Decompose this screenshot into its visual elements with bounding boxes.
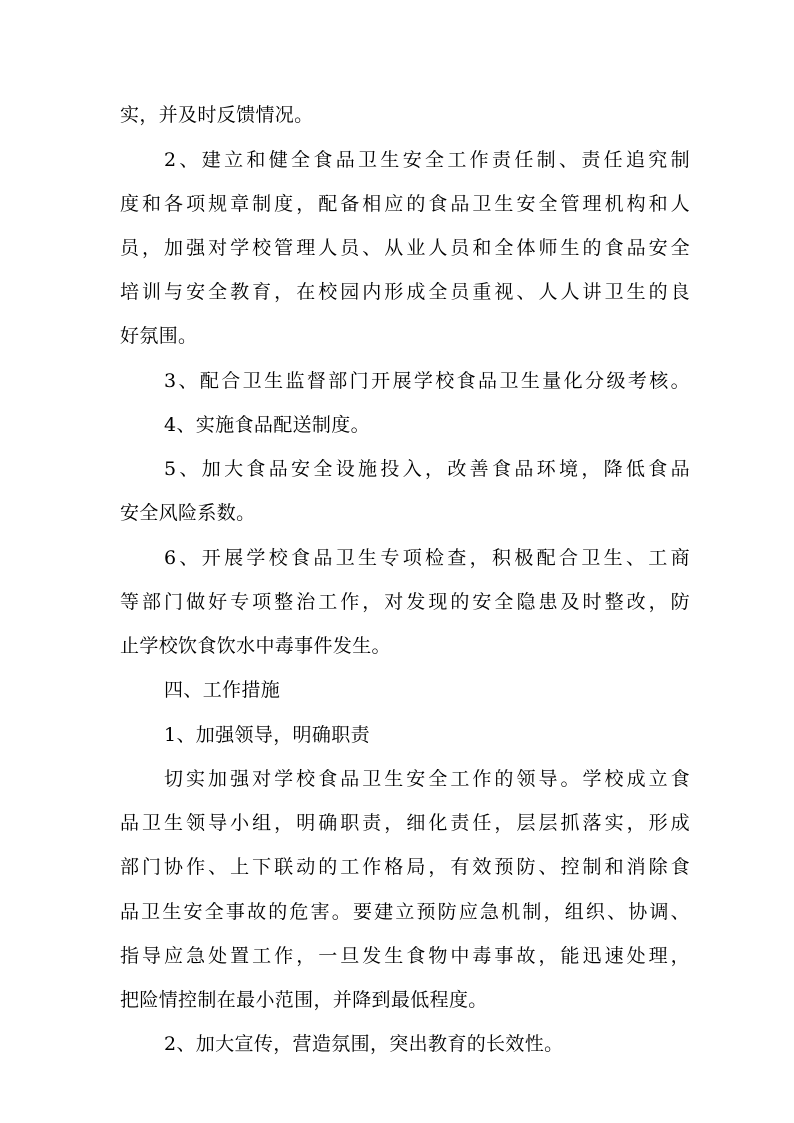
paragraph-line: 员，加强对学校管理人员、从业人员和全体师生的食品安全: [120, 237, 690, 259]
paragraph-line: 等部门做好专项整治工作，对发现的安全隐患及时整改，防: [120, 591, 690, 613]
paragraph-line: 品卫生领导小组，明确职责，细化责任，层层抓落实，形成: [120, 812, 690, 834]
item-2-heading-line: 2、建立和健全食品卫生安全工作责任制、责任追究制: [164, 149, 690, 171]
paragraph-line: 好氛围。: [120, 325, 198, 347]
item-5-heading-line: 5、加大食品安全设施投入，改善食品环境，降低食品: [164, 458, 690, 480]
paragraph-line: 把险情控制在最小范围，并降到最低程度。: [120, 989, 488, 1011]
paragraph-line: 实，并及时反馈情况。: [120, 104, 314, 126]
paragraph-line: 部门协作、上下联动的工作格局，有效预防、控制和消除食: [120, 856, 690, 878]
item-4-line: 4、实施食品配送制度。: [164, 414, 370, 436]
item-6-heading-line: 6、开展学校食品卫生专项检查，积极配合卫生、工商: [164, 547, 690, 569]
section-heading: 四、工作措施: [164, 679, 281, 701]
subsection-heading: 2、加大宣传，营造氛围，突出教育的长效性。: [164, 1033, 564, 1055]
item-3-line: 3、配合卫生监督部门开展学校食品卫生量化分级考核。: [164, 370, 690, 392]
paragraph-line: 度和各项规章制度，配备相应的食品卫生安全管理机构和人: [120, 193, 690, 215]
paragraph-line: 止学校饮食饮水中毒事件发生。: [120, 635, 391, 657]
paragraph-line: 培训与安全教育，在校园内形成全员重视、人人讲卫生的良: [120, 281, 690, 303]
paragraph-line: 指导应急处置工作，一旦发生食物中毒事故，能迅速处理，: [120, 945, 690, 967]
paragraph-line: 品卫生安全事故的危害。要建立预防应急机制，组织、协调、: [120, 901, 690, 923]
paragraph-line: 安全风险系数。: [120, 502, 256, 524]
subsection-heading: 1、加强领导，明确职责: [164, 724, 370, 746]
paragraph-first-line: 切实加强对学校食品卫生安全工作的领导。学校成立食: [164, 768, 690, 790]
